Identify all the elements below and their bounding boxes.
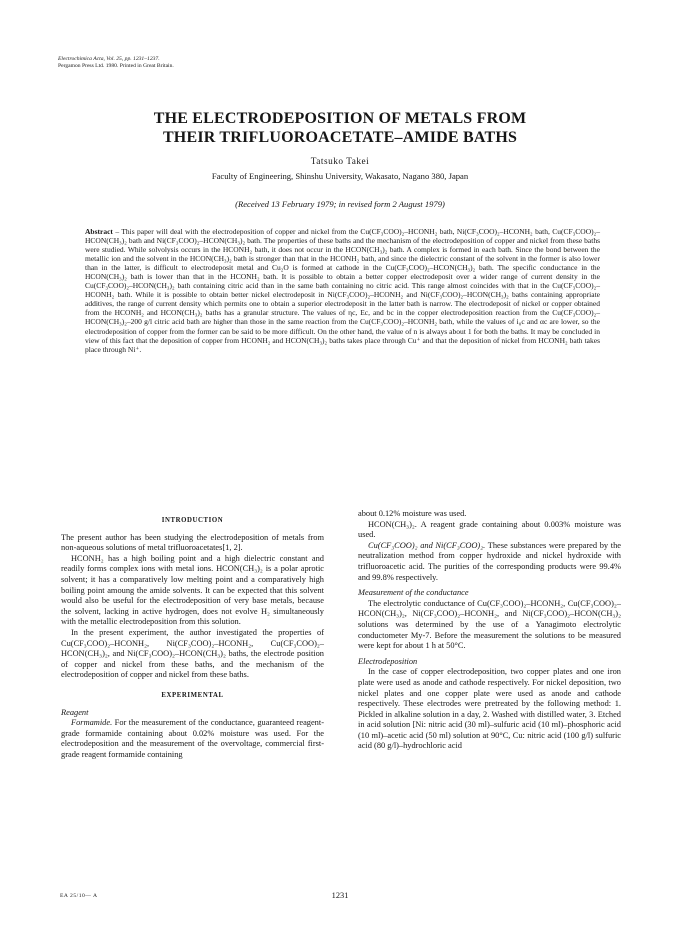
footer-code: EA 25/10— A	[60, 893, 98, 899]
abstract-text: – This paper will deal with the electrodeposition of copper and nickel from the Cu(CF₃COO)₂–HCONH₂ bath, Ni(CF₃COO)₂–HCONH₂ bath, Cu(CF₃COO)₂–HCON(CH₃)₂ bath and Ni(CF₃COO)₂–HCON(CH₃)₂ bath. The properties of these baths and the mechanism of the electrodeposition of copper and nickel from these baths were studied. While solvolysis occurs in the HCONH₂ bath, it does not occur in the HCON(CH₃)₂ bath. A complex is formed in each bath. Since the bond between the metallic ion and the solvent in the HCON(CH₃)₂ bath is stronger than that in the HCONH₂ bath, and since the dielectric constant of the solvent in the former is also lower than in the latter, is difficult to electrodeposit metal and Cu₂O is formed at cathode in the Cu(CF₃COO)₂–HCON(CH₃)₂ bath. The specific conductance in the HCON(CH₃)₂ bath is lower than that in the HCONH₂ bath. It is possible to obtain a better copper electrodeposit over a wider range of current density in the Cu(CF₃COO)₂–HCON(CH₃)₂ bath containing citric acid than in the same bath containing no citric acid. This range almost coincides with that in the Cu(CF₃COO)₂–HCONH₂ bath. While it is possible to obtain better nickel electrodeposit in Ni(CF₃COO)₂–HCONH₂ and Ni(CF₃COO)₂–HCON(CH₃)₂ baths containing appropriate additives, the range of current density which permits one to obtain a superior electrodeposit in the latter bath is narrow. The electrodeposit of nickel or copper obtained from the HCONH₂ and HCON(CH₃)₂ baths has a granular structure. The values of ηc, Ec, and bc in the copper electrodeposition reaction from the Cu(CF₃COO)₂–HCON(CH₃)₂–200 g/l citric acid bath are higher than those in the same reaction from the Cu(CF₃COO)₂–HCONH₂ bath, while the values of i₀c and αc are lower, so the electrodeposition of copper from the former can be said to be more difficult. On the other hand, the value of n is always about 1 for both the baths. It may be concluded in view of this fact that the deposition of copper from HCONH₂ and HCON(CH₃)₂ baths takes place through Cu⁺ and that the deposition of nickel from HCONH₂ bath takes place through Ni⁺.	[85, 227, 600, 354]
formamide-text: For the measurement of the conductance, guaranteed reagent-grade formamide containing about 0.02% moisture was used. For the electrodeposition and the measurement of the overvoltage, commercial first-grade reagent formamide containing	[61, 718, 324, 759]
author-name: Tatsuko Takei	[310, 157, 370, 167]
title-line-2: THEIR TRIFLUOROACETATE–AMIDE BATHS	[162, 129, 518, 146]
introduction-paragraph-3: In the present experiment, the author investigated the properties of Cu(CF₃COO)₂–HCONH₂, Ni(CF₃COO)₂–HCONH₂, Cu(CF₃COO)₂–HCON(CH₃)₂, and Ni(CF₃COO)₂–HCON(CH₃)₂ baths, the electrode position of copper and nickel from these baths, and the mechanism of the electrodeposition of copper and nickel from these baths.	[61, 627, 324, 680]
reagent-heading: Reagent	[61, 707, 89, 717]
formamide-paragraph	[61, 718, 324, 760]
introduction-paragraph-2: HCONH₂ has a high boiling point and a high dielectric constant and readily forms complex ions with metal ions. HCON(CH₃)₂ is a polar aprotic solvent; it has a comparatively low melting point and a comparatively high boiling point amoung the amide solvents. It can be expected that this solvent would also be useful for the electrodeposition of very base metals, because the solvent, lacking in active hydrogen, does not evolve H₂ simultaneously with the metallic electrodeposition from this solution.	[61, 553, 324, 627]
experimental-heading: EXPERIMENTAL	[161, 691, 224, 699]
moisture-paragraph: about 0.12% moisture was used.	[358, 509, 467, 518]
salts-text: These substances were prepared by the neutralization method from copper hydroxide and nickel hydroxide with trifluoroacetic acid. The purities of the corresponding products were 99.4% and 99.8% respectively.	[358, 540, 621, 582]
conductance-paragraph: The electrolytic conductance of Cu(CF₃COO)₂–HCONH₂, Cu(CF₃COO)₂–HCON(CH₃)₂, Ni(CF₃COO)₂–HCONH₂, and Ni(CF₃COO)₂–HCON(CH₃)₂ solutions was determined by the use of a Yanagimoto electrolytic conductometer My-7. Before the measurement the solutions to be measured were kept for about 1 h at 50°C.	[358, 598, 621, 651]
abstract	[85, 227, 600, 354]
formamide-label: Formamide.	[71, 718, 113, 728]
electrodeposition-heading: Electrodeposition	[358, 656, 418, 666]
journal-header	[58, 56, 174, 69]
conductance-heading: Measurement of the conductance	[358, 588, 469, 598]
article-title	[80, 109, 600, 147]
publisher-line: Pergamon Press Ltd. 1980. Printed in Great Britain.	[58, 62, 174, 69]
introduction-paragraph-1: The present author has been studying the electrodeposition of metals from non-aqueous solutions of metal trifluoroacetates[1, 2].	[61, 532, 324, 553]
journal-citation: Electrochimica Acta, Vol. 25, pp. 1231–1237.	[58, 56, 160, 62]
abstract-label: Abstract	[85, 227, 113, 236]
received-dates: (Received 13 February 1979; in revised form 2 August 1979)	[235, 199, 445, 209]
introduction-heading: INTRODUCTION	[161, 517, 224, 524]
right-column	[358, 509, 621, 752]
salts-label: Cu(CF₃COO)₂ and Ni(CF₃COO)₂.	[368, 540, 486, 550]
page-number: 1231	[331, 891, 349, 900]
author-affiliation: Faculty of Engineering, Shinshu University, Wakasato, Nagano 380, Japan	[211, 171, 469, 181]
title-line-1: THE ELECTRODEPOSITION OF METALS FROM	[153, 110, 527, 127]
salts-paragraph	[358, 541, 621, 583]
dmf-paragraph: HCON(CH₃)₂. A reagent grade containing about 0.003% moisture was used.	[358, 519, 621, 540]
electrodeposition-paragraph: In the case of copper electrodeposition, two copper plates and one iron plate were used as anode and cathode respectively. For nickel deposition, two nickel plates and one copper plate were used as anode and cathode respectively. These electrodes were pretreated by the following method: 1. Pickled in alkaline solution in a day, 2. Washed with distilled water, 3. Etched in acid solution [Ni: nitric acid (30 ml)–sulfuric acid (10 ml)–phosphoric acid (10 ml)–acetic acid (50 ml) solution at 90°C, Cu: nitric acid (100 g/l) sulfuric acid (80 g/l)–hydrochloric acid	[358, 667, 621, 751]
left-column	[61, 515, 324, 760]
